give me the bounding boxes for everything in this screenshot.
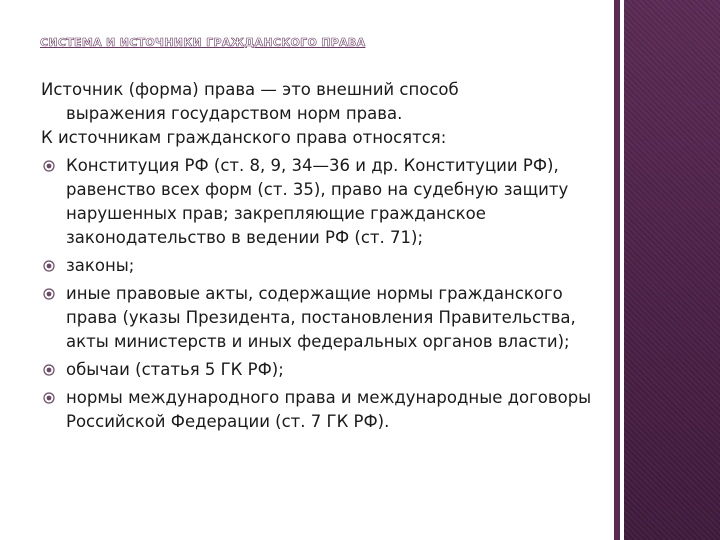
- list-item-text: нормы международного права и международные договоры Российской Федерации (ст. 7 ГК РФ).: [66, 388, 592, 431]
- sources-list: [41, 154, 609, 434]
- slide-title: СИСТЕМА И ИСТОЧНИКИ ГРАЖДАНСКОГО ПРАВА: [40, 36, 366, 49]
- list-item-text: иные правовые акты, содержащие нормы гражданского права (указы Президента, постановления Правительства, акты министерств и иных федеральных органов власти);: [66, 284, 576, 351]
- decorative-side-panel: [624, 0, 720, 540]
- list-item-text: законы;: [66, 256, 135, 275]
- target-bullet-icon: [43, 160, 55, 172]
- list-item: [41, 386, 609, 434]
- list-item: [41, 154, 609, 250]
- target-bullet-icon: [43, 392, 55, 404]
- list-item-text: обычаи (статья 5 ГК РФ);: [66, 360, 284, 379]
- list-item: [41, 282, 609, 354]
- list-item-text: Конституция РФ (ст. 8, 9, 34—36 и др. Конституции РФ), равенство всех форм (ст. 35), право на судебную защиту нарушенных прав; закрепляющие гражданское законодательство в ведении РФ (ст. 71);: [66, 156, 569, 247]
- list-item: [41, 254, 609, 278]
- target-bullet-icon: [43, 364, 55, 376]
- slide-content: [41, 78, 609, 434]
- definition-line-1: Источник (форма) права — это внешний способ: [41, 80, 459, 99]
- target-bullet-icon: [43, 260, 55, 272]
- definition-line-2: выражения государством норм права.: [66, 104, 403, 123]
- sources-intro: К источникам гражданского права относятся:: [41, 128, 447, 147]
- target-bullet-icon: [43, 288, 55, 300]
- list-item: [41, 358, 609, 382]
